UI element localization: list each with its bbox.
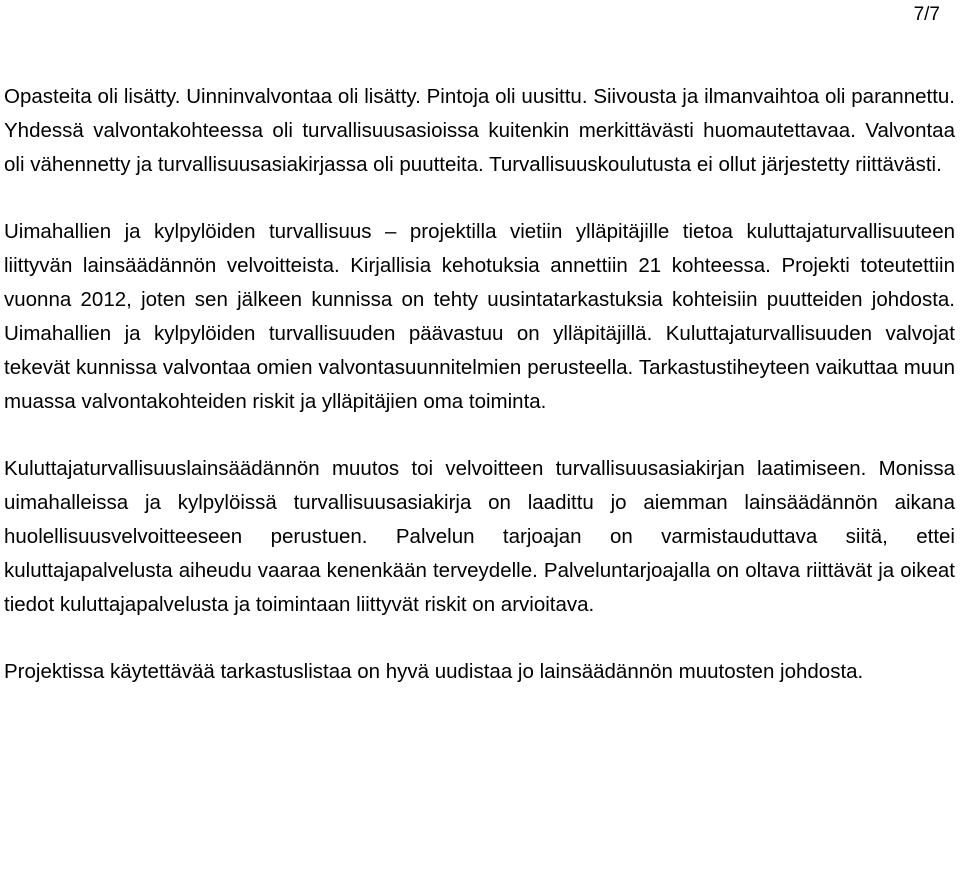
sentence: Monissa uimahalleissa ja kylpylöissä turvallisuusasiakirja on laadittu jo aiemman lainsäädännön aikana huolellisuusvelvoitteeseen perustuen.	[4, 457, 955, 548]
sentence: Yhdessä valvontakohteessa oli turvallisuusasioissa kuitenkin merkittävästi huomautettavaa.	[4, 119, 856, 142]
sentence: Uimahallien ja kylpylöiden turvallisuus – projektilla vietiin ylläpitäjille tietoa kuluttajaturvallisuuteen liittyvän lainsäädännön velvoitteista.	[4, 220, 955, 277]
sentence: Palveluntarjoajalla on oltava riittävät ja oikeat tiedot kuluttajapalvelusta ja toimintaan liittyvät riskit on arvioitava.	[4, 559, 955, 616]
sentence: Kuluttajaturvallisuuslainsäädännön muutos toi velvoitteen turvallisuusasiakirjan laatimiseen.	[4, 457, 867, 480]
sentence: Opasteita oli lisätty.	[4, 85, 181, 108]
sentence: Siivousta ja ilmanvaihtoa oli parannettu.	[593, 85, 955, 108]
sentence: Uinninvalvontaa oli lisätty.	[186, 85, 421, 108]
sentence: Valvontaa oli vähennetty ja turvallisuusasiakirjassa oli puutteita.	[4, 119, 955, 176]
sentence: Turvallisuuskoulutusta ei ollut järjestetty riittävästi.	[489, 153, 942, 176]
sentence: Tarkastustiheyteen vaikuttaa muun muassa valvontakohteiden riskit ja ylläpitäjien oma toiminta.	[4, 356, 956, 413]
sentence: Pintoja oli uusittu.	[426, 85, 588, 108]
paragraph-3	[4, 452, 955, 622]
sentence: Projektissa käytettävää tarkastuslistaa on hyvä uudistaa jo lainsäädännön muutosten johdosta.	[4, 660, 864, 683]
page-number: 7/7	[913, 4, 940, 25]
document-body	[4, 80, 955, 722]
sentence: Kuluttajaturvallisuuden valvojat tekevät kunnissa valvontaa omien valvontasuunnitelmien perusteella.	[4, 322, 955, 379]
paragraph-1	[4, 80, 955, 182]
sentence: Uimahallien ja kylpylöiden turvallisuuden päävastuu on ylläpitäjillä.	[4, 322, 653, 345]
paragraph-2	[4, 215, 955, 419]
paragraph-4	[4, 655, 955, 689]
sentence: Kirjallisia kehotuksia annettiin 21 kohteessa.	[350, 254, 771, 277]
sentence: Projekti toteutettiin vuonna 2012, joten sen jälkeen kunnissa on tehty uusintatarkastuksia kohteisiin puutteiden johdosta.	[4, 254, 955, 311]
sentence: Palvelun tarjoajan on varmistauduttava siitä, ettei kuluttajapalvelusta aiheudu vaaraa kenenkään terveydelle.	[4, 525, 955, 582]
